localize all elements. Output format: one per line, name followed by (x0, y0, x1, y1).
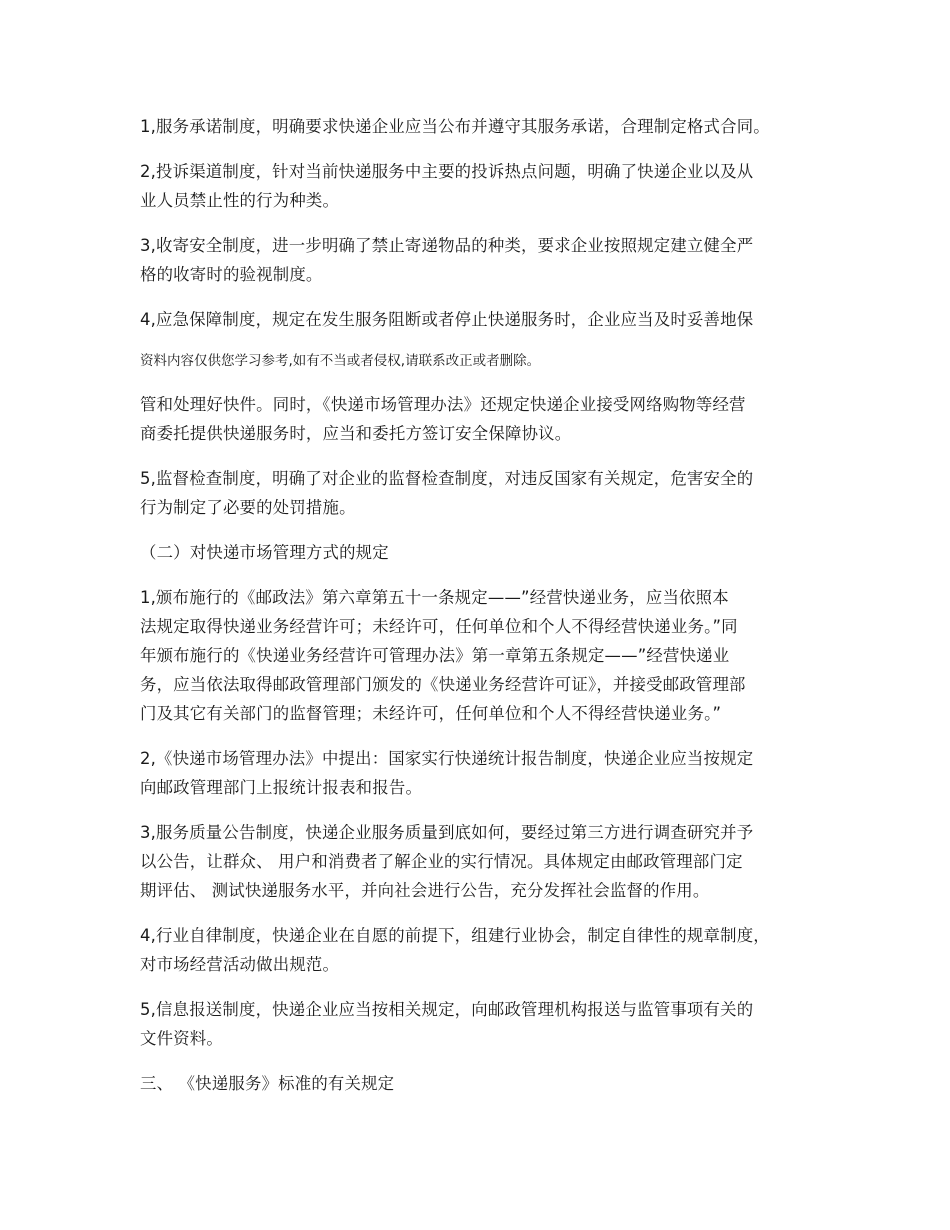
paragraph-line: 文件资料。 (140, 1029, 223, 1048)
document-page (140, 112, 830, 1114)
paragraph-line: 管和处理好快件。同时，《快递市场管理办法》还规定快递企业接受网络购物等经营 (140, 395, 746, 414)
paragraph-p8 (140, 583, 830, 728)
copyright-notice: 资料内容仅供您学习参考,如有不当或者侵权,请联系改正或者删除。 (140, 353, 541, 369)
paragraph-line: 对市场经营活动做出规范。 (140, 955, 340, 974)
paragraph-line: 业人员禁止性的行为种类。 (140, 191, 340, 210)
paragraph-line: （二）对快递市场管理方式的规定 (140, 543, 389, 562)
paragraph-line: 行为制定了必要的处罚措施。 (140, 498, 356, 517)
paragraph-line: 2,投诉渠道制度，针对当前快递服务中主要的投诉热点问题，明确了快递企业以及从 (140, 162, 754, 181)
paragraph-p11 (140, 921, 830, 979)
paragraph-line: 3,收寄安全制度，进一步明确了禁止寄递物品的种类，要求企业按照规定建立健全严 (140, 236, 754, 255)
paragraph-group-after (140, 390, 830, 1098)
paragraph-line: 格的收寄时的验视制度。 (140, 265, 323, 284)
paragraph-p2 (140, 157, 830, 215)
paragraph-p1 (140, 112, 830, 141)
paragraph-line: 5,监督检查制度，明确了对企业的监督检查制度，对违反国家有关规定，危害安全的 (140, 469, 754, 488)
paragraph-p3 (140, 231, 830, 289)
paragraph-line: 3,服务质量公告制度，快递企业服务质量到底如何，要经过第三方进行调查研究并予 (140, 823, 754, 842)
paragraph-p12 (140, 995, 830, 1053)
paragraph-line: 5,信息报送制度，快递企业应当按相关规定，向邮政管理机构报送与监管事项有关的 (140, 1000, 754, 1019)
paragraph-line: 三、 《快递服务》标准的有关规定 (140, 1074, 395, 1093)
paragraph-line: 4,行业自律制度，快递企业在自愿的前提下，组建行业协会，制定自律性的规章制度， (140, 926, 770, 945)
paragraph-p6 (140, 464, 830, 522)
paragraph-group-before (140, 112, 830, 334)
paragraph-line: 1,服务承诺制度，明确要求快递企业应当公布并遵守其服务承诺，合理制定格式合同。 (140, 117, 770, 136)
paragraph-p4 (140, 305, 830, 334)
paragraph-p9 (140, 744, 830, 802)
paragraph-line: 向邮政管理部门上报统计报表和报告。 (140, 778, 423, 797)
paragraph-line: 年颁布施行的《快递业务经营许可管理办法》第一章第五条规定——”经营快递业 (140, 646, 730, 665)
paragraph-p5 (140, 390, 830, 448)
paragraph-p10 (140, 818, 830, 905)
paragraph-line: 务，应当依法取得邮政管理部门颁发的《快递业务经营许可证》，并接受邮政管理部 (140, 675, 746, 694)
paragraph-line: 1,颁布施行的《邮政法》第六章第五十一条规定——”经营快递业务，应当依照本 (140, 588, 729, 607)
paragraph-line: 法规定取得快递业务经营许可；未经许可，任何单位和个人不得经营快递业务。”同 (140, 617, 738, 636)
paragraph-p13 (140, 1069, 830, 1098)
paragraph-p7 (140, 538, 830, 567)
paragraph-line: 商委托提供快递服务时，应当和委托方签订安全保障协议。 (140, 424, 572, 443)
paragraph-line: 4,应急保障制度，规定在发生服务阻断或者停止快递服务时，企业应当及时妥善地保 (140, 310, 754, 329)
paragraph-line: 门及其它有关部门的监督管理；未经许可，任何单位和个人不得经营快递业务。” (140, 704, 722, 723)
paragraph-line: 2,《快递市场管理办法》中提出：国家实行快递统计报告制度，快递企业应当按规定 (140, 749, 754, 768)
paragraph-line: 期评估、 测试快递服务水平，并向社会进行公告，充分发挥社会监督的作用。 (140, 881, 710, 900)
paragraph-line: 以公告，让群众、 用户和消费者了解企业的实行情况。具体规定由邮政管理部门定 (140, 852, 743, 871)
